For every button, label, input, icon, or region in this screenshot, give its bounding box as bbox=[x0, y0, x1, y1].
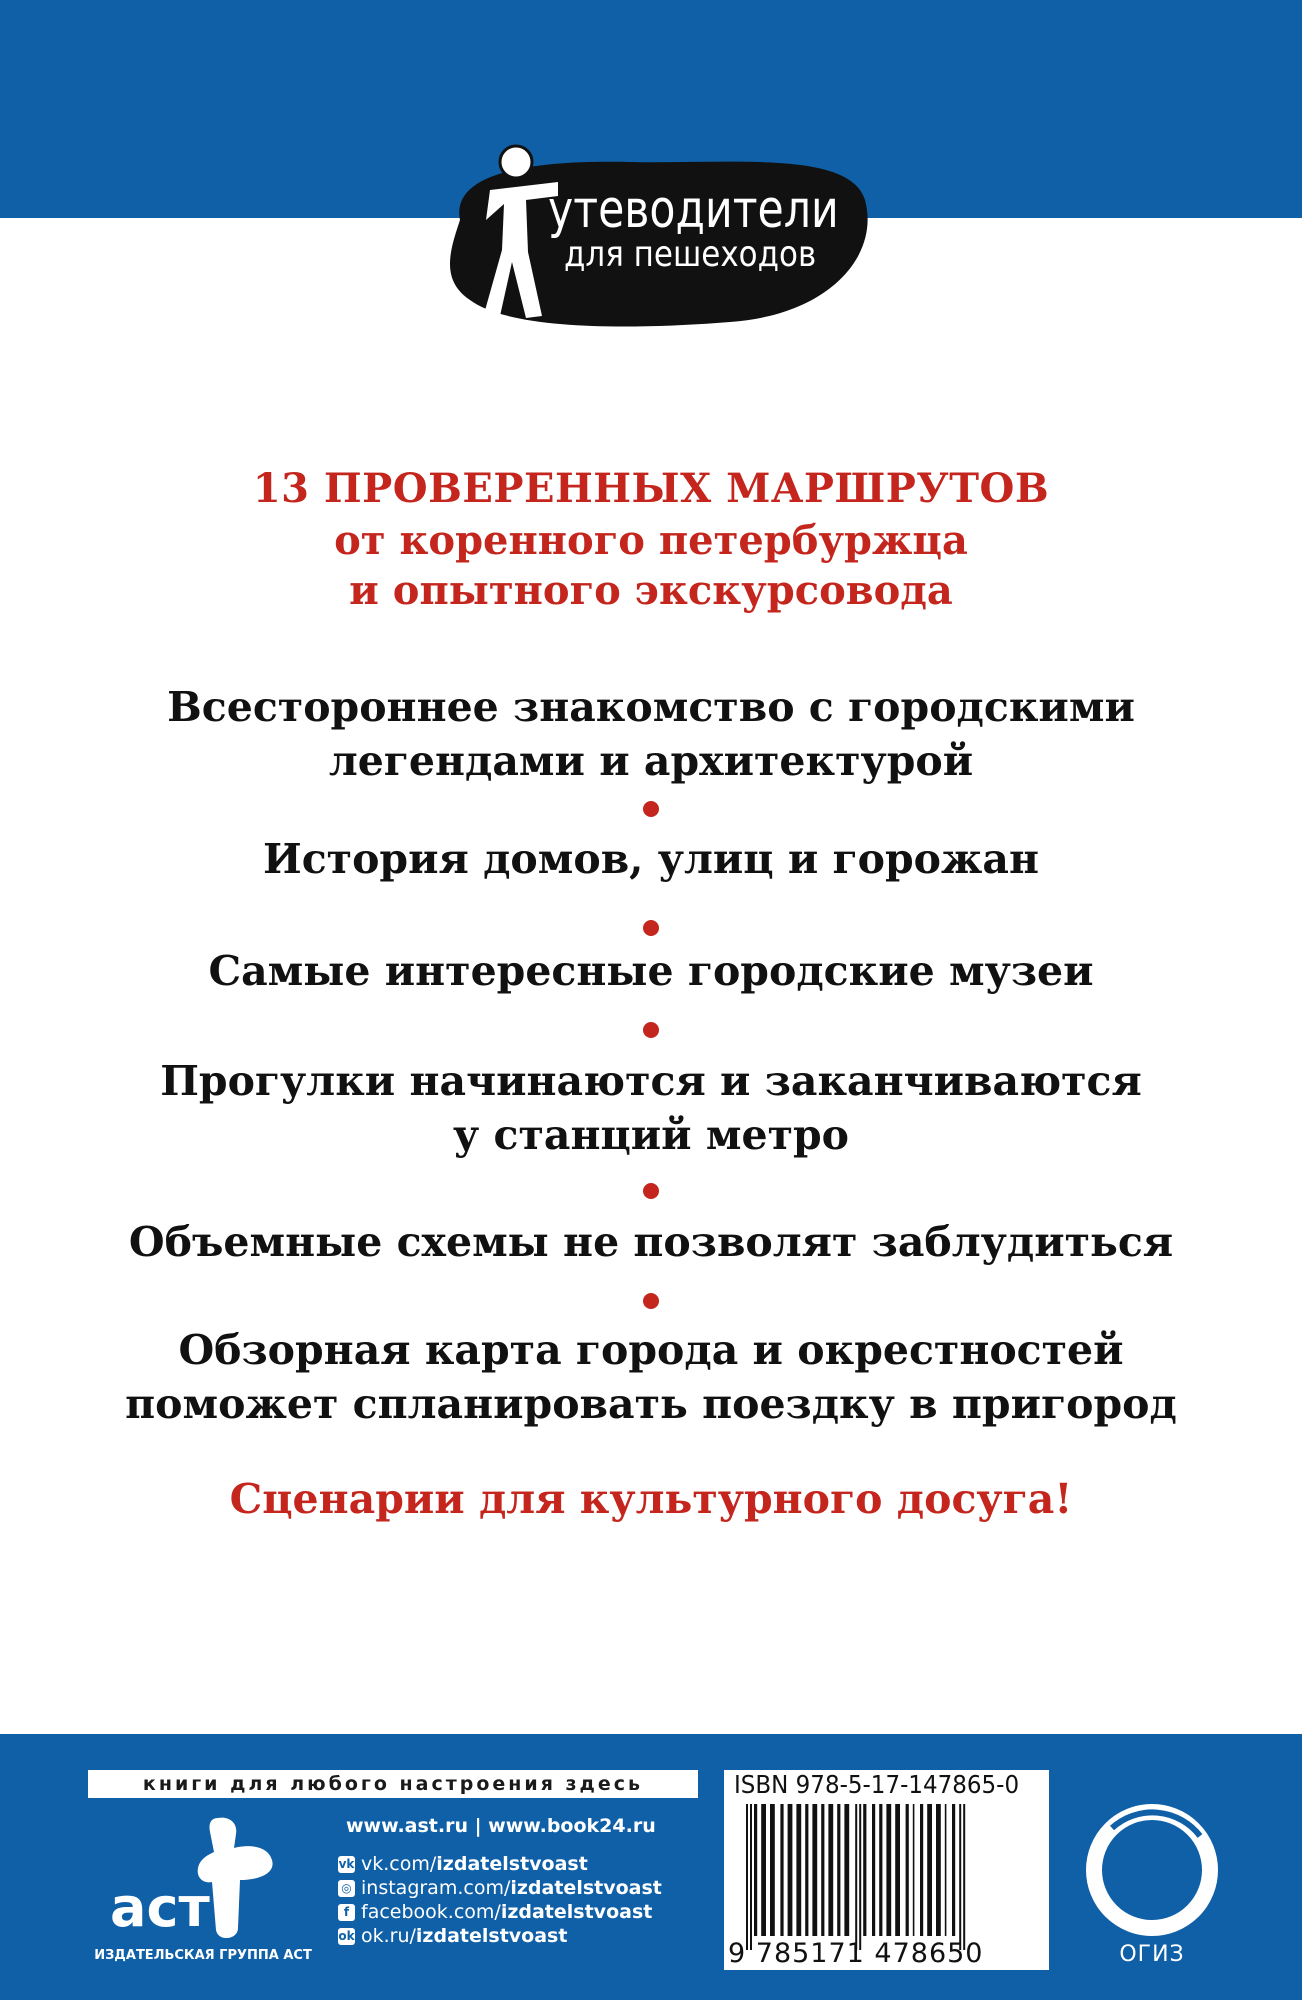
barcode-bar bbox=[750, 1804, 752, 1950]
barcode-bar bbox=[788, 1804, 793, 1936]
barcode-bar bbox=[936, 1804, 941, 1936]
ast-logo bbox=[100, 1808, 300, 1968]
feature-item bbox=[0, 680, 1302, 788]
barcode-bar bbox=[863, 1804, 866, 1936]
barcode-bar bbox=[828, 1804, 833, 1936]
barcode-bar bbox=[812, 1804, 817, 1936]
barcode-bar bbox=[959, 1804, 961, 1950]
odnoklassniki-icon: ok bbox=[338, 1928, 355, 1943]
social-url-prefix: facebook.com/ bbox=[361, 1901, 501, 1923]
barcode-bar bbox=[780, 1804, 783, 1936]
ogiz-label: ОГИЗ bbox=[1119, 1942, 1185, 1967]
social-handle: izdatelstvoast bbox=[500, 1901, 653, 1923]
series-title-line2: для пешеходов bbox=[564, 234, 817, 275]
feature-text: Прогулки начинаются и заканчиваются bbox=[160, 1057, 1142, 1105]
series-title-line1: утеводители bbox=[548, 180, 839, 240]
social-url-prefix: vk.com/ bbox=[361, 1853, 437, 1875]
barcode-bar bbox=[913, 1804, 915, 1936]
feature-text: легендами и архитектурой bbox=[328, 737, 974, 785]
bullet-dot bbox=[643, 1022, 659, 1038]
bullet-dot bbox=[643, 1183, 659, 1199]
social-link-vk[interactable] bbox=[338, 1852, 698, 1876]
barcode-bar bbox=[927, 1804, 932, 1936]
feature-text: поможет спланировать поездку в пригород bbox=[125, 1380, 1177, 1428]
isbn-number: ISBN 978-5-17-147865-0 bbox=[734, 1770, 1020, 1799]
isbn-barcode bbox=[724, 1770, 1049, 1970]
barcode-bar bbox=[746, 1804, 748, 1950]
ogiz-logo bbox=[1082, 1800, 1222, 1975]
barcode-bar bbox=[859, 1804, 861, 1950]
barcode-bar bbox=[770, 1804, 775, 1936]
feature-text: Всестороннее знакомство с городскими bbox=[167, 683, 1135, 731]
barcode-bar bbox=[805, 1804, 808, 1936]
website-links[interactable]: www.ast.ru | www.book24.ru bbox=[346, 1815, 656, 1837]
headline bbox=[0, 462, 1302, 616]
series-logo bbox=[430, 140, 875, 330]
ast-logo-icon bbox=[100, 1808, 300, 1948]
social-link-facebook[interactable] bbox=[338, 1900, 698, 1924]
feature-item bbox=[0, 832, 1302, 886]
barcode-bar bbox=[906, 1804, 909, 1936]
headline-line2: от коренного петербуржца bbox=[334, 517, 968, 564]
publisher-caption: ИЗДАТЕЛЬСКАЯ ГРУППА АСТ bbox=[94, 1948, 312, 1963]
social-link-instagram[interactable] bbox=[338, 1876, 698, 1900]
barcode-bar bbox=[945, 1804, 947, 1936]
feature-text: Самые интересные городские музеи bbox=[208, 947, 1094, 995]
feature-text: Объемные схемы не позволят заблудиться bbox=[128, 1218, 1174, 1266]
feature-item bbox=[0, 1323, 1302, 1431]
social-handle: izdatelstvoast bbox=[436, 1853, 588, 1875]
barcode-bar bbox=[754, 1804, 757, 1936]
barcode-bar bbox=[895, 1804, 900, 1936]
barcode-bar bbox=[761, 1804, 766, 1936]
social-handle: izdatelstvoast bbox=[510, 1877, 662, 1899]
feature-item bbox=[0, 944, 1302, 998]
feature-text: Обзорная карта города и окрестностей bbox=[178, 1326, 1124, 1374]
headline-line3: и опытного экскурсовода bbox=[349, 567, 953, 614]
barcode-bar bbox=[963, 1804, 965, 1950]
social-handle: izdatelstvoast bbox=[415, 1925, 568, 1947]
barcode-bar bbox=[920, 1804, 923, 1936]
barcode-bar bbox=[952, 1804, 955, 1936]
vk-icon: vk bbox=[338, 1856, 355, 1871]
feature-item bbox=[0, 1054, 1302, 1162]
feature-text: История домов, улиц и горожан bbox=[262, 835, 1040, 883]
ogiz-ring-icon bbox=[1082, 1800, 1222, 1940]
feature-item bbox=[0, 1215, 1302, 1269]
barcode-digits: 9 785171 478650 bbox=[728, 1938, 984, 1969]
feature-text: у станций метро bbox=[453, 1111, 849, 1159]
slogan: Сценарии для культурного досуга! bbox=[229, 1475, 1073, 1523]
barcode-bar bbox=[855, 1804, 857, 1950]
instagram-icon: ◎ bbox=[338, 1880, 355, 1897]
facebook-icon: f bbox=[338, 1904, 355, 1921]
barcode-bar bbox=[886, 1804, 891, 1936]
social-url-prefix: instagram.com/ bbox=[361, 1877, 511, 1899]
headline-line1: 13 ПРОВЕРЕННЫХ МАРШРУТОВ bbox=[252, 465, 1050, 512]
barcode-bar bbox=[872, 1804, 875, 1936]
bullet-dot bbox=[643, 920, 659, 936]
bullet-dot bbox=[643, 1293, 659, 1309]
barcode-bar bbox=[821, 1804, 824, 1936]
barcode-bar bbox=[837, 1804, 840, 1936]
ast-logo-text: аст bbox=[110, 1876, 210, 1939]
social-url-prefix: ok.ru/ bbox=[361, 1925, 416, 1947]
tagline-bar: книги для любого настроения здесь bbox=[88, 1770, 698, 1798]
bullet-dot bbox=[643, 801, 659, 817]
social-link-odnoklassniki[interactable] bbox=[338, 1924, 698, 1948]
barcode-bar bbox=[844, 1804, 849, 1936]
barcode-bar bbox=[879, 1804, 882, 1936]
barcode-bar bbox=[796, 1804, 801, 1936]
